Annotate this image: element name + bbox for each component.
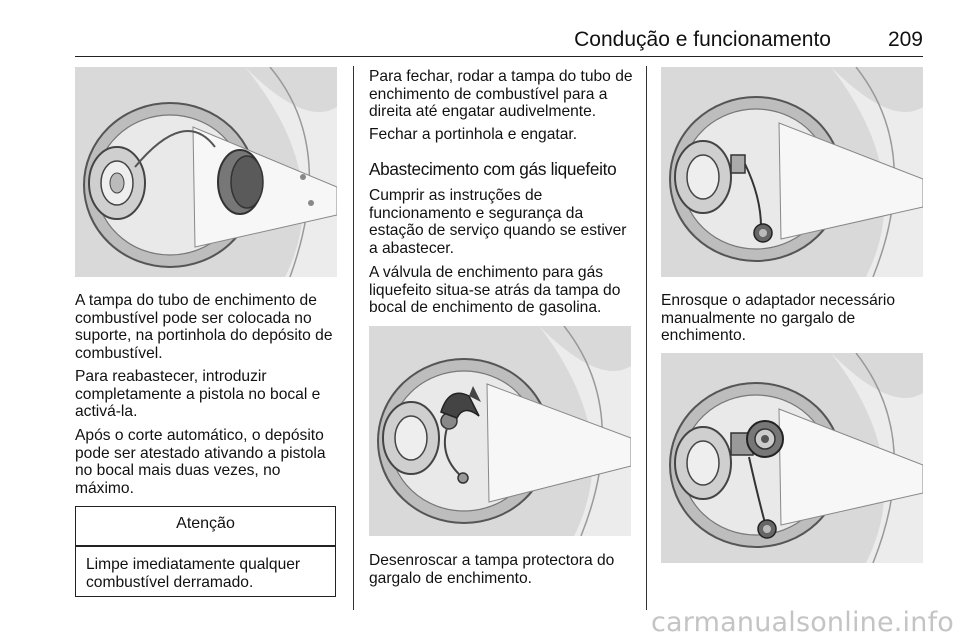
column-divider-left [353,66,354,610]
notice-text: Limpe imediatamente qualquer combustível derramado. [86,556,301,591]
header-divider [75,56,923,57]
paragraph-auto-cutoff: Após o corte automático, o depósito pode ser atestado ativando a pistola no bocal mais duas vezes, no máximo. [75,427,326,497]
page-number: 209 [887,28,923,51]
adapter-fitted-illustration [661,353,923,563]
notice-box [75,506,336,597]
figure-fuel-cap-holder [75,67,337,277]
paragraph-close-cap: Para fechar, rodar a tampa do tubo de enchimento de combustível para a direita até engatar audivelmente. [369,68,633,120]
removed-cap-illustration [661,67,923,277]
watermark: carmanualsonline.info [651,607,954,638]
unscrew-cap-illustration [369,326,631,536]
notice-title: Atenção [176,515,235,532]
paragraph-safety: Cumprir as instruções de funcionamento e segurança da estação de serviço quando se estiver a abastecer. [369,187,627,257]
page-title: Condução e funcionamento [574,28,831,51]
figure-removed-cap [661,67,923,277]
paragraph-adapter: Enrosque o adaptador necessário manualmente no gargalo de enchimento. [661,292,896,344]
paragraph-unscrew: Desenroscar a tampa protectora do gargalo de enchimento. [369,552,615,587]
page-header [75,28,923,54]
column-divider-right [646,66,647,610]
fuel-cap-holder-illustration [75,67,337,277]
notice-divider [76,545,335,547]
paragraph-valve-location: A válvula de enchimento para gás liquefeito situa-se atrás da tampa do bocal de enchimento de gasolina. [369,264,621,316]
paragraph-cap-holder: A tampa do tubo de enchimento de combustível pode ser colocada no suporte, na portinhola do depósito de combustível. [75,292,333,362]
figure-unscrew-cap [369,326,631,536]
section-heading-lpg: Abastecimento com gás liquefeito [369,159,617,179]
figure-adapter-fitted [661,353,923,563]
paragraph-refuel: Para reabastecer, introduzir completamente a pistola no bocal e activá-la. [75,368,321,420]
paragraph-close-flap: Fechar a portinhola e engatar. [369,126,578,143]
